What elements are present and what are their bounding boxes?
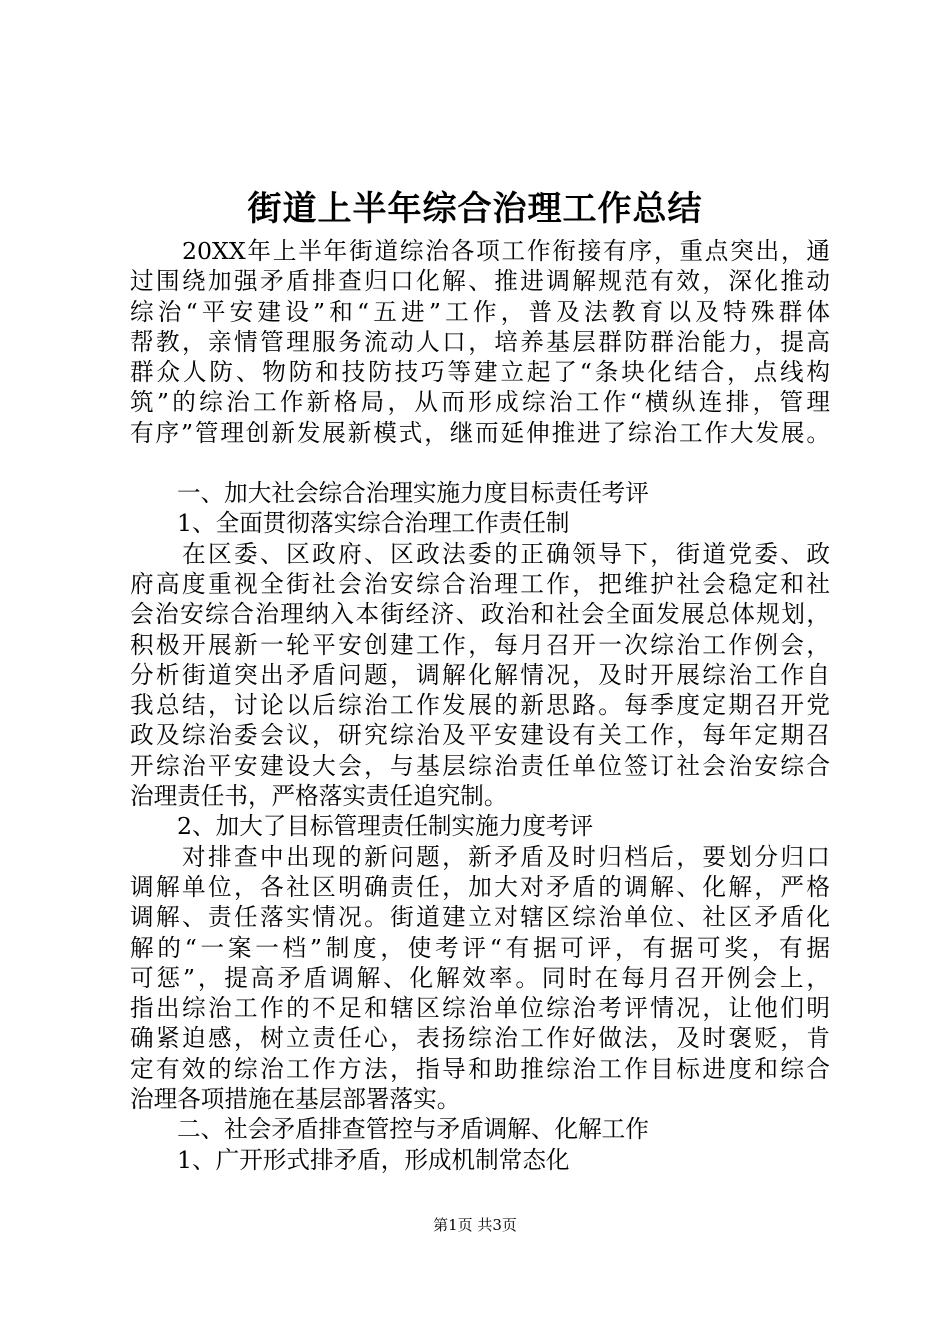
text-line: 筑”的综治工作新格局，从而形成综治工作“横纵连排，管理 [130,388,830,417]
subsection-heading: 1、广开形式排矛盾，形成机制常态化 [177,1145,570,1174]
section-heading: 一、加大社会综合治理实施力度目标责任考评 [177,479,649,508]
text-line: 指出综治工作的不足和辖区综治单位综治考评情况，让他们明 [130,994,830,1023]
section-heading: 二、社会矛盾排查管控与矛盾调解、化解工作 [177,1115,649,1144]
document-title: 街道上半年综合治理工作总结 [247,189,703,229]
text-line: 调解、责任落实情况。街道建立对辖区综治单位、社区矛盾化 [130,903,830,932]
text-line: 综治“平安建设”和“五进”工作，普及法教育以及特殊群体 [130,297,830,326]
text-line: 确紧迫感，树立责任心，表扬综治工作好做法，及时褒贬，肯 [130,1024,830,1053]
text-line: 调解单位，各社区明确责任，加大对矛盾的调解、化解，严格 [130,872,830,901]
text-line: 群众人防、物防和技防技巧等建立起了“条块化结合，点线构 [130,358,830,387]
text-line: 帮教，亲情管理服务流动人口，培养基层群防群治能力，提高 [130,327,830,356]
text-line: 20XX年上半年街道综治各项工作衔接有序，重点突出，通 [182,237,830,265]
text-line: 分析街道突出矛盾问题，调解化解情况，及时开展综治工作自 [130,660,830,689]
text-line: 定有效的综治工作方法，指导和助推综治工作目标进度和综合 [130,1054,830,1083]
text-line: 有序”管理创新发展新模式，继而延伸推进了综治工作大发展。 [130,418,830,447]
text-line: 可惩”，提高矛盾调解、化解效率。同时在每月召开例会上， [130,963,830,992]
text-line: 我总结，讨论以后综治工作发展的新思路。每季度定期召开党 [130,691,830,720]
text-line: 积极开展新一轮平安创建工作，每月召开一次综治工作例会， [130,630,830,659]
text-line: 政及综治委会议，研究综治及平安建设有关工作，每年定期召 [130,721,830,750]
text-line: 过围绕加强矛盾排查归口化解、推进调解规范有效，深化推动 [130,267,830,296]
text-line: 解的“一案一档”制度，使考评“有据可评，有据可奖，有据 [130,933,830,962]
document-body [130,236,830,1175]
text-line: 对排查中出现的新问题，新矛盾及时归档后，要划分归口 [182,842,830,871]
text-line: 在区委、区政府、区政法委的正确领导下，街道党委、政 [182,539,830,568]
page-number: 第1页 共3页 [433,1216,517,1234]
subsection-heading: 2、加大了目标管理责任制实施力度考评 [177,812,594,841]
text-line: 府高度重视全街社会治安综合治理工作，把维护社会稳定和社 [130,569,830,598]
text-line: 开综治平安建设大会，与基层综治责任单位签订社会治安综合 [130,751,830,780]
text-line: 会治安综合治理纳入本街经济、政治和社会全面发展总体规划， [130,600,830,629]
text-line: 治理各项措施在基层部署落实。 [130,1085,461,1114]
text-line: 治理责任书，严格落实责任追究制。 [130,782,508,811]
subsection-heading: 1、全面贯彻落实综合治理工作责任制 [177,509,570,538]
paragraph-gap [130,448,830,478]
